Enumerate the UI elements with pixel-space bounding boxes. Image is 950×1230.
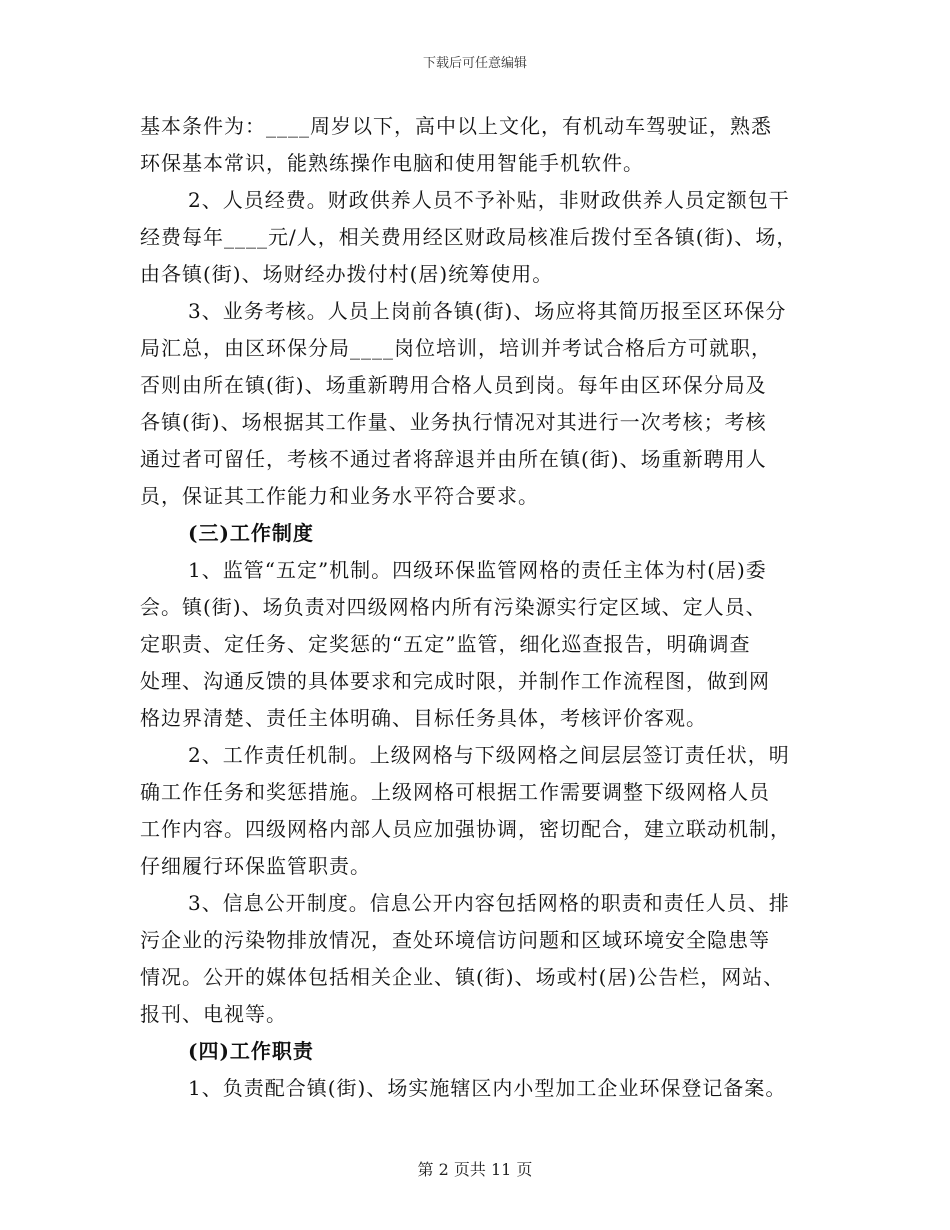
section-heading: (四)工作职责 (188, 1039, 314, 1063)
text-line: 报刊、电视等。 (140, 1002, 287, 1026)
text-line: 工作内容。四级网格内部人员应加强协调，密切配合，建立联动机制， (140, 817, 791, 841)
text-line: 通过者可留任，考核不通过者将辞退并由所在镇(街)、场重新聘用人 (140, 447, 767, 471)
text-line: 3、信息公开制度。信息公开内容包括网格的职责和责任人员、排 (188, 891, 790, 915)
text-line: 污企业的污染物排放情况，查处环境信访问题和区域环境安全隐患等 (140, 928, 770, 952)
text-line: 各镇(街)、场根据其工作量、业务执行情况对其进行一次考核；考核 (140, 410, 767, 434)
text-line: 3、业务考核。人员上岗前各镇(街)、场应将其简历报至区环保分 (188, 299, 787, 323)
header-note: 下载后可任意编辑 (422, 56, 527, 71)
text-line: 基本条件为：____周岁以下，高中以上文化，有机动车驾驶证，熟悉 (140, 114, 772, 138)
text-line: 由各镇(街)、场财经办拨付村(居)统筹使用。 (140, 262, 554, 286)
text-line: 2、人员经费。财政供养人员不予补贴，非财政供养人员定额包干 (188, 188, 790, 212)
text-line: 1、负责配合镇(街)、场实施辖区内小型加工企业环保登记备案。 (188, 1076, 787, 1100)
text-line: 确工作任务和奖惩措施。上级网格可根据工作需要调整下级网格人员 (140, 780, 770, 804)
text-line: 1、监管“五定”机制。四级环保监管网格的责任主体为村(居)委 (188, 558, 767, 582)
text-line: 处理、沟通反馈的具体要求和完成时限，并制作工作流程图，做到网 (140, 669, 770, 693)
text-line: 环保基本常识，能熟练操作电脑和使用智能手机软件。 (140, 151, 644, 175)
text-line: 2、工作责任机制。上级网格与下级网格之间层层签订责任状，明 (188, 743, 790, 767)
text-line: 会。镇(街)、场负责对四级网格内所有污染源实行定区域、定人员、 (140, 595, 767, 619)
section-heading: (三)工作制度 (188, 521, 314, 545)
text-line: 仔细履行环保监管职责。 (140, 854, 371, 878)
text-line: 定职责、定任务、定奖惩的“五定”监管，细化巡查报告，明确调查 (140, 632, 751, 656)
text-line: 局汇总，由区环保分局____岗位培训，培训并考试合格后方可就职， (140, 336, 772, 360)
page-number: 第 2 页共 11 页 (417, 1160, 533, 1179)
text-line: 员，保证其工作能力和业务水平符合要求。 (140, 484, 539, 508)
text-line: 否则由所在镇(街)、场重新聘用合格人员到岗。每年由区环保分局及 (140, 373, 767, 397)
document-body (140, 108, 810, 1107)
text-line: 格边界清楚、责任主体明确、目标任务具体，考核评价客观。 (140, 706, 707, 730)
text-line: 情况。公开的媒体包括相关企业、镇(街)、场或村(居)公告栏，网站、 (140, 965, 785, 989)
text-line: 经费每年____元/人，相关费用经区财政局核准后拨付至各镇(街)、场， (140, 225, 798, 249)
